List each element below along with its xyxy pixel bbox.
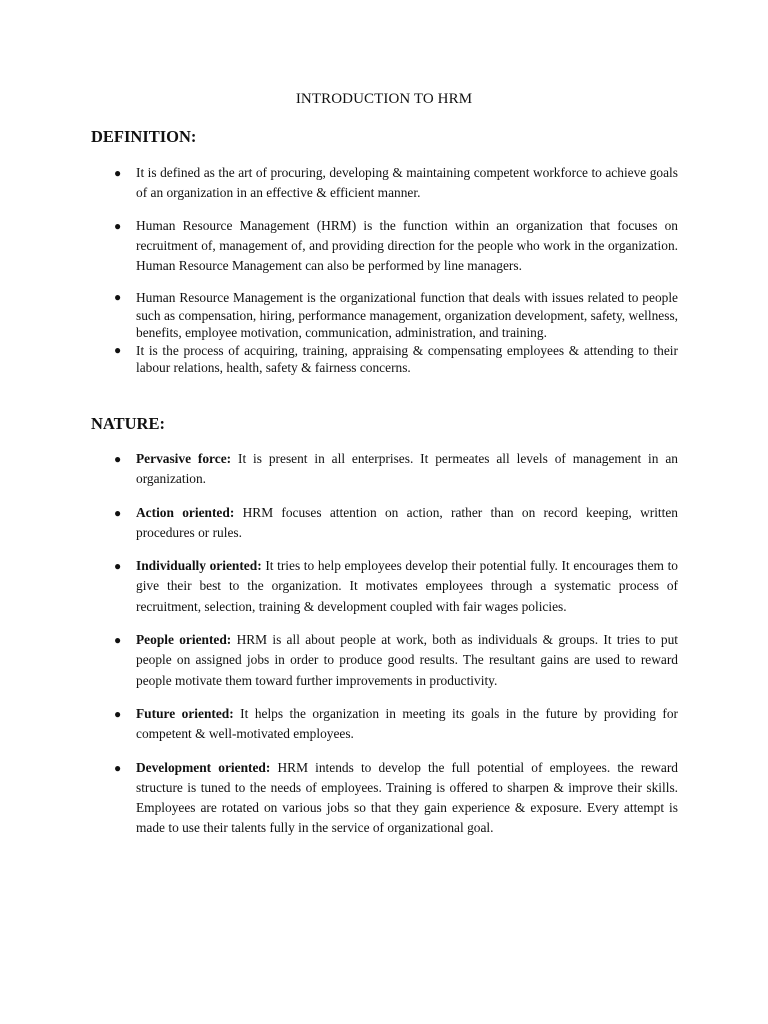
nature-item bbox=[114, 556, 678, 617]
nature-heading: NATURE: bbox=[91, 414, 165, 433]
bullet-icon: ● bbox=[114, 290, 122, 304]
nature-list bbox=[114, 449, 679, 852]
nature-term: Future oriented: bbox=[136, 705, 234, 721]
nature-term: Action oriented: bbox=[136, 504, 235, 520]
nature-text: It helps the organization in meeting its goals in the future by providing for competent & well-motivated employees. bbox=[136, 705, 678, 742]
definition-text: It is defined as the art of procuring, developing & maintaining competent workforce to achieve goals of an organization in an effective & efficient manner. bbox=[136, 165, 678, 200]
nature-item bbox=[114, 630, 678, 691]
definition-item bbox=[114, 342, 678, 377]
bullet-icon: ● bbox=[114, 342, 122, 357]
bullet-icon: ● bbox=[114, 505, 122, 520]
nature-term: Development oriented: bbox=[136, 759, 271, 775]
nature-text: It tries to help employees develop their potential fully. It encourages them to give their best to the organization. It motivates employees through a systematic process of recruitment, selection, training & development coupled with fair wages policies. bbox=[136, 558, 678, 614]
nature-item bbox=[114, 449, 678, 490]
definition-item bbox=[114, 289, 678, 342]
bullet-icon: ● bbox=[114, 633, 122, 648]
nature-text: It is present in all enterprises. It permeates all levels of management in an organization. bbox=[136, 451, 678, 487]
nature-term: Individually oriented: bbox=[136, 558, 262, 574]
bullet-icon: ● bbox=[114, 559, 122, 574]
nature-item bbox=[114, 758, 679, 839]
definition-text: Human Resource Management is the organizational function that deals with issues related to people such as compensation, hiring, performance management, organization development, safety, wellness, benefits, employee motivation, communication, administration, and training. bbox=[136, 290, 678, 340]
nature-term: People oriented: bbox=[136, 632, 232, 648]
nature-term: Pervasive force: bbox=[136, 451, 232, 466]
nature-text: HRM is all about people at work, both as individuals & groups. It tries to put people on assigned jobs in order to produce good results. The resultant gains are used to reward people motivate them toward further improvements in productivity. bbox=[136, 632, 678, 688]
nature-item bbox=[114, 503, 679, 544]
definition-item bbox=[114, 216, 678, 276]
document-title: INTRODUCTION TO HRM bbox=[295, 91, 473, 107]
bullet-icon: ● bbox=[114, 706, 122, 721]
nature-text: HRM focuses attention on action, rather than on record keeping, written procedures or rules. bbox=[136, 504, 679, 540]
bullet-icon: ● bbox=[114, 219, 122, 233]
bullet-icon: ● bbox=[114, 166, 122, 180]
bullet-icon: ● bbox=[114, 760, 122, 775]
definition-item bbox=[114, 163, 678, 203]
definition-text: It is the process of acquiring, training, appraising & compensating employees & attending to their labour relations, health, safety & fairness concerns. bbox=[136, 342, 678, 375]
definition-text: Human Resource Management (HRM) is the function within an organization that focuses on recruitment of, management of, and providing direction for the people who work in the organization. Human Resource Management can also be performed by line managers. bbox=[136, 218, 678, 273]
nature-text: HRM intends to develop the full potential of employees. the reward structure is tuned to the needs of employees. Training is offered to sharpen & improve their skills. Employees are rotated on various jobs so that they gain experience & exposure. Every attempt is made to use their talents fully in the service of organizational goal. bbox=[136, 759, 679, 836]
nature-item bbox=[114, 704, 678, 745]
bullet-icon: ● bbox=[114, 452, 122, 466]
definition-heading: DEFINITION: bbox=[91, 127, 197, 146]
definition-list bbox=[114, 163, 678, 377]
